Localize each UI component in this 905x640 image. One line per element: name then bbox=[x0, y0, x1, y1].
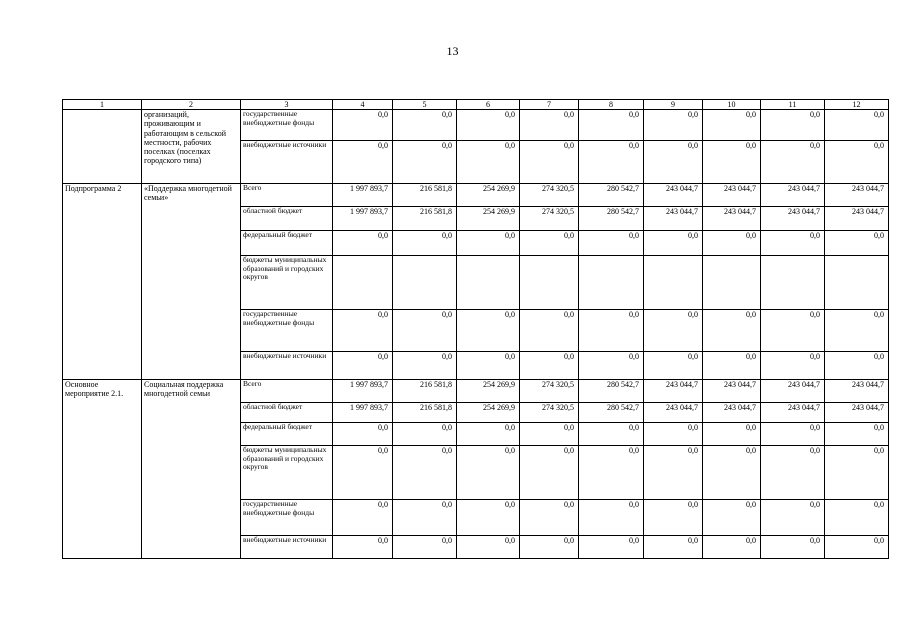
column-number: 10 bbox=[703, 100, 761, 110]
value-cell: 0,0 bbox=[520, 500, 579, 536]
column-number: 11 bbox=[761, 100, 825, 110]
value-cell: 0,0 bbox=[393, 352, 457, 380]
value-cell: 243 044,7 bbox=[761, 184, 825, 207]
value-cell: 243 044,7 bbox=[644, 403, 703, 423]
value-cell bbox=[520, 256, 579, 310]
value-cell: 0,0 bbox=[457, 110, 520, 141]
value-cell: 0,0 bbox=[579, 446, 644, 500]
value-cell: 0,0 bbox=[333, 536, 393, 559]
column-number: 5 bbox=[393, 100, 457, 110]
value-cell: 243 044,7 bbox=[825, 207, 889, 231]
value-cell: 1 997 893,7 bbox=[333, 184, 393, 207]
value-cell: 0,0 bbox=[825, 110, 889, 141]
value-cell bbox=[761, 256, 825, 310]
value-cell: 0,0 bbox=[703, 231, 761, 256]
value-cell: 280 542,7 bbox=[579, 207, 644, 231]
column-number: 6 bbox=[457, 100, 520, 110]
value-cell: 274 320,5 bbox=[520, 207, 579, 231]
table-row bbox=[63, 184, 889, 207]
value-cell: 254 269,9 bbox=[457, 184, 520, 207]
value-cell: 0,0 bbox=[579, 231, 644, 256]
value-cell: 0,0 bbox=[761, 446, 825, 500]
funding-source-cell: внебюджетные источники bbox=[241, 141, 333, 184]
value-cell: 0,0 bbox=[644, 141, 703, 184]
value-cell: 254 269,9 bbox=[457, 403, 520, 423]
funding-source-cell: Всего bbox=[241, 380, 333, 403]
program-name-cell: «Поддержка многодетной семьи» bbox=[142, 184, 241, 380]
value-cell: 0,0 bbox=[457, 231, 520, 256]
value-cell: 0,0 bbox=[825, 423, 889, 446]
funding-source-cell: бюджеты муниципальных образований и городских округов bbox=[241, 256, 333, 310]
value-cell: 0,0 bbox=[703, 500, 761, 536]
value-cell: 0,0 bbox=[393, 141, 457, 184]
value-cell: 0,0 bbox=[393, 446, 457, 500]
value-cell: 0,0 bbox=[644, 423, 703, 446]
value-cell: 0,0 bbox=[825, 141, 889, 184]
value-cell: 0,0 bbox=[825, 231, 889, 256]
funding-source-cell: бюджеты муниципальных образований и городских округов bbox=[241, 446, 333, 500]
column-number: 2 bbox=[142, 100, 241, 110]
value-cell: 0,0 bbox=[520, 536, 579, 559]
value-cell: 274 320,5 bbox=[520, 403, 579, 423]
value-cell: 0,0 bbox=[703, 423, 761, 446]
value-cell: 0,0 bbox=[457, 536, 520, 559]
column-number: 8 bbox=[579, 100, 644, 110]
value-cell: 243 044,7 bbox=[825, 403, 889, 423]
column-number: 1 bbox=[63, 100, 142, 110]
value-cell: 243 044,7 bbox=[703, 380, 761, 403]
value-cell: 0,0 bbox=[520, 423, 579, 446]
value-cell: 0,0 bbox=[761, 231, 825, 256]
value-cell: 243 044,7 bbox=[703, 403, 761, 423]
value-cell: 0,0 bbox=[579, 352, 644, 380]
page-number: 13 bbox=[446, 44, 459, 58]
program-name-cell: Социальная поддержка многодетной семьи bbox=[142, 380, 241, 559]
program-cell bbox=[63, 110, 142, 184]
value-cell: 0,0 bbox=[393, 231, 457, 256]
funding-source-cell: федеральный бюджет bbox=[241, 231, 333, 256]
funding-source-cell: областной бюджет bbox=[241, 207, 333, 231]
value-cell: 0,0 bbox=[579, 500, 644, 536]
value-cell: 0,0 bbox=[703, 446, 761, 500]
value-cell bbox=[457, 256, 520, 310]
value-cell: 0,0 bbox=[520, 110, 579, 141]
column-number: 3 bbox=[241, 100, 333, 110]
value-cell: 0,0 bbox=[579, 110, 644, 141]
value-cell: 0,0 bbox=[703, 110, 761, 141]
budget-table bbox=[62, 99, 889, 559]
value-cell: 280 542,7 bbox=[579, 403, 644, 423]
value-cell: 0,0 bbox=[644, 536, 703, 559]
value-cell bbox=[644, 256, 703, 310]
value-cell: 0,0 bbox=[393, 110, 457, 141]
value-cell: 0,0 bbox=[703, 141, 761, 184]
value-cell: 0,0 bbox=[333, 446, 393, 500]
value-cell: 0,0 bbox=[644, 231, 703, 256]
value-cell: 0,0 bbox=[703, 536, 761, 559]
value-cell: 0,0 bbox=[333, 141, 393, 184]
value-cell: 0,0 bbox=[520, 446, 579, 500]
value-cell: 243 044,7 bbox=[703, 184, 761, 207]
value-cell: 0,0 bbox=[520, 352, 579, 380]
value-cell: 243 044,7 bbox=[644, 380, 703, 403]
value-cell: 0,0 bbox=[457, 141, 520, 184]
value-cell: 280 542,7 bbox=[579, 184, 644, 207]
value-cell bbox=[703, 256, 761, 310]
value-cell: 0,0 bbox=[703, 352, 761, 380]
value-cell: 254 269,9 bbox=[457, 207, 520, 231]
value-cell: 0,0 bbox=[825, 352, 889, 380]
value-cell: 0,0 bbox=[333, 110, 393, 141]
value-cell: 243 044,7 bbox=[644, 207, 703, 231]
funding-source-cell: федеральный бюджет bbox=[241, 423, 333, 446]
value-cell: 216 581,8 bbox=[393, 184, 457, 207]
column-number: 9 bbox=[644, 100, 703, 110]
funding-source-cell: государственные внебюджетные фонды bbox=[241, 310, 333, 352]
value-cell: 0,0 bbox=[644, 110, 703, 141]
value-cell: 0,0 bbox=[393, 500, 457, 536]
value-cell: 0,0 bbox=[579, 536, 644, 559]
value-cell: 0,0 bbox=[393, 310, 457, 352]
value-cell bbox=[393, 256, 457, 310]
program-cell: Подпрограмма 2 bbox=[63, 184, 142, 380]
value-cell: 0,0 bbox=[644, 500, 703, 536]
value-cell: 0,0 bbox=[644, 446, 703, 500]
value-cell: 0,0 bbox=[761, 110, 825, 141]
value-cell: 0,0 bbox=[457, 500, 520, 536]
funding-source-cell: Всего bbox=[241, 184, 333, 207]
value-cell: 216 581,8 bbox=[393, 403, 457, 423]
value-cell bbox=[825, 256, 889, 310]
program-name-cell: организаций, проживающим и работающим в сельской местности, рабочих поселках (поселках городского типа) bbox=[142, 110, 241, 184]
value-cell: 1 997 893,7 bbox=[333, 380, 393, 403]
table-row bbox=[63, 110, 889, 141]
value-cell: 0,0 bbox=[457, 310, 520, 352]
value-cell: 216 581,8 bbox=[393, 207, 457, 231]
value-cell bbox=[579, 256, 644, 310]
value-cell: 0,0 bbox=[333, 352, 393, 380]
column-number: 7 bbox=[520, 100, 579, 110]
value-cell: 0,0 bbox=[333, 231, 393, 256]
column-number: 4 bbox=[333, 100, 393, 110]
program-cell: Основное мероприятие 2.1. bbox=[63, 380, 142, 559]
value-cell: 0,0 bbox=[761, 536, 825, 559]
column-number: 12 bbox=[825, 100, 889, 110]
value-cell: 1 997 893,7 bbox=[333, 403, 393, 423]
value-cell: 0,0 bbox=[457, 423, 520, 446]
value-cell: 243 044,7 bbox=[825, 184, 889, 207]
value-cell: 0,0 bbox=[825, 310, 889, 352]
value-cell: 0,0 bbox=[761, 423, 825, 446]
value-cell: 243 044,7 bbox=[825, 380, 889, 403]
value-cell: 0,0 bbox=[333, 310, 393, 352]
value-cell bbox=[333, 256, 393, 310]
value-cell: 0,0 bbox=[825, 500, 889, 536]
value-cell: 243 044,7 bbox=[644, 184, 703, 207]
value-cell: 0,0 bbox=[520, 231, 579, 256]
value-cell: 0,0 bbox=[825, 446, 889, 500]
value-cell: 0,0 bbox=[825, 536, 889, 559]
funding-source-cell: внебюджетные источники bbox=[241, 536, 333, 559]
value-cell: 0,0 bbox=[333, 423, 393, 446]
value-cell: 254 269,9 bbox=[457, 380, 520, 403]
funding-source-cell: внебюджетные источники bbox=[241, 352, 333, 380]
value-cell: 1 997 893,7 bbox=[333, 207, 393, 231]
funding-source-cell: государственные внебюджетные фонды bbox=[241, 500, 333, 536]
value-cell: 0,0 bbox=[644, 310, 703, 352]
value-cell: 0,0 bbox=[457, 352, 520, 380]
value-cell: 0,0 bbox=[703, 310, 761, 352]
value-cell: 0,0 bbox=[520, 310, 579, 352]
funding-source-cell: государственные внебюджетные фонды bbox=[241, 110, 333, 141]
value-cell: 0,0 bbox=[761, 310, 825, 352]
value-cell: 0,0 bbox=[761, 352, 825, 380]
value-cell: 0,0 bbox=[457, 446, 520, 500]
value-cell: 274 320,5 bbox=[520, 184, 579, 207]
value-cell: 0,0 bbox=[393, 536, 457, 559]
value-cell: 0,0 bbox=[579, 423, 644, 446]
value-cell: 280 542,7 bbox=[579, 380, 644, 403]
value-cell: 0,0 bbox=[761, 500, 825, 536]
value-cell: 0,0 bbox=[644, 352, 703, 380]
funding-source-cell: областной бюджет bbox=[241, 403, 333, 423]
value-cell: 0,0 bbox=[761, 141, 825, 184]
value-cell: 0,0 bbox=[579, 310, 644, 352]
value-cell: 243 044,7 bbox=[761, 380, 825, 403]
value-cell: 216 581,8 bbox=[393, 380, 457, 403]
value-cell: 0,0 bbox=[333, 500, 393, 536]
value-cell: 243 044,7 bbox=[761, 207, 825, 231]
value-cell: 243 044,7 bbox=[761, 403, 825, 423]
value-cell: 243 044,7 bbox=[703, 207, 761, 231]
value-cell: 274 320,5 bbox=[520, 380, 579, 403]
value-cell: 0,0 bbox=[520, 141, 579, 184]
value-cell: 0,0 bbox=[393, 423, 457, 446]
value-cell: 0,0 bbox=[579, 141, 644, 184]
table-row bbox=[63, 380, 889, 403]
table-header-row bbox=[63, 100, 889, 110]
